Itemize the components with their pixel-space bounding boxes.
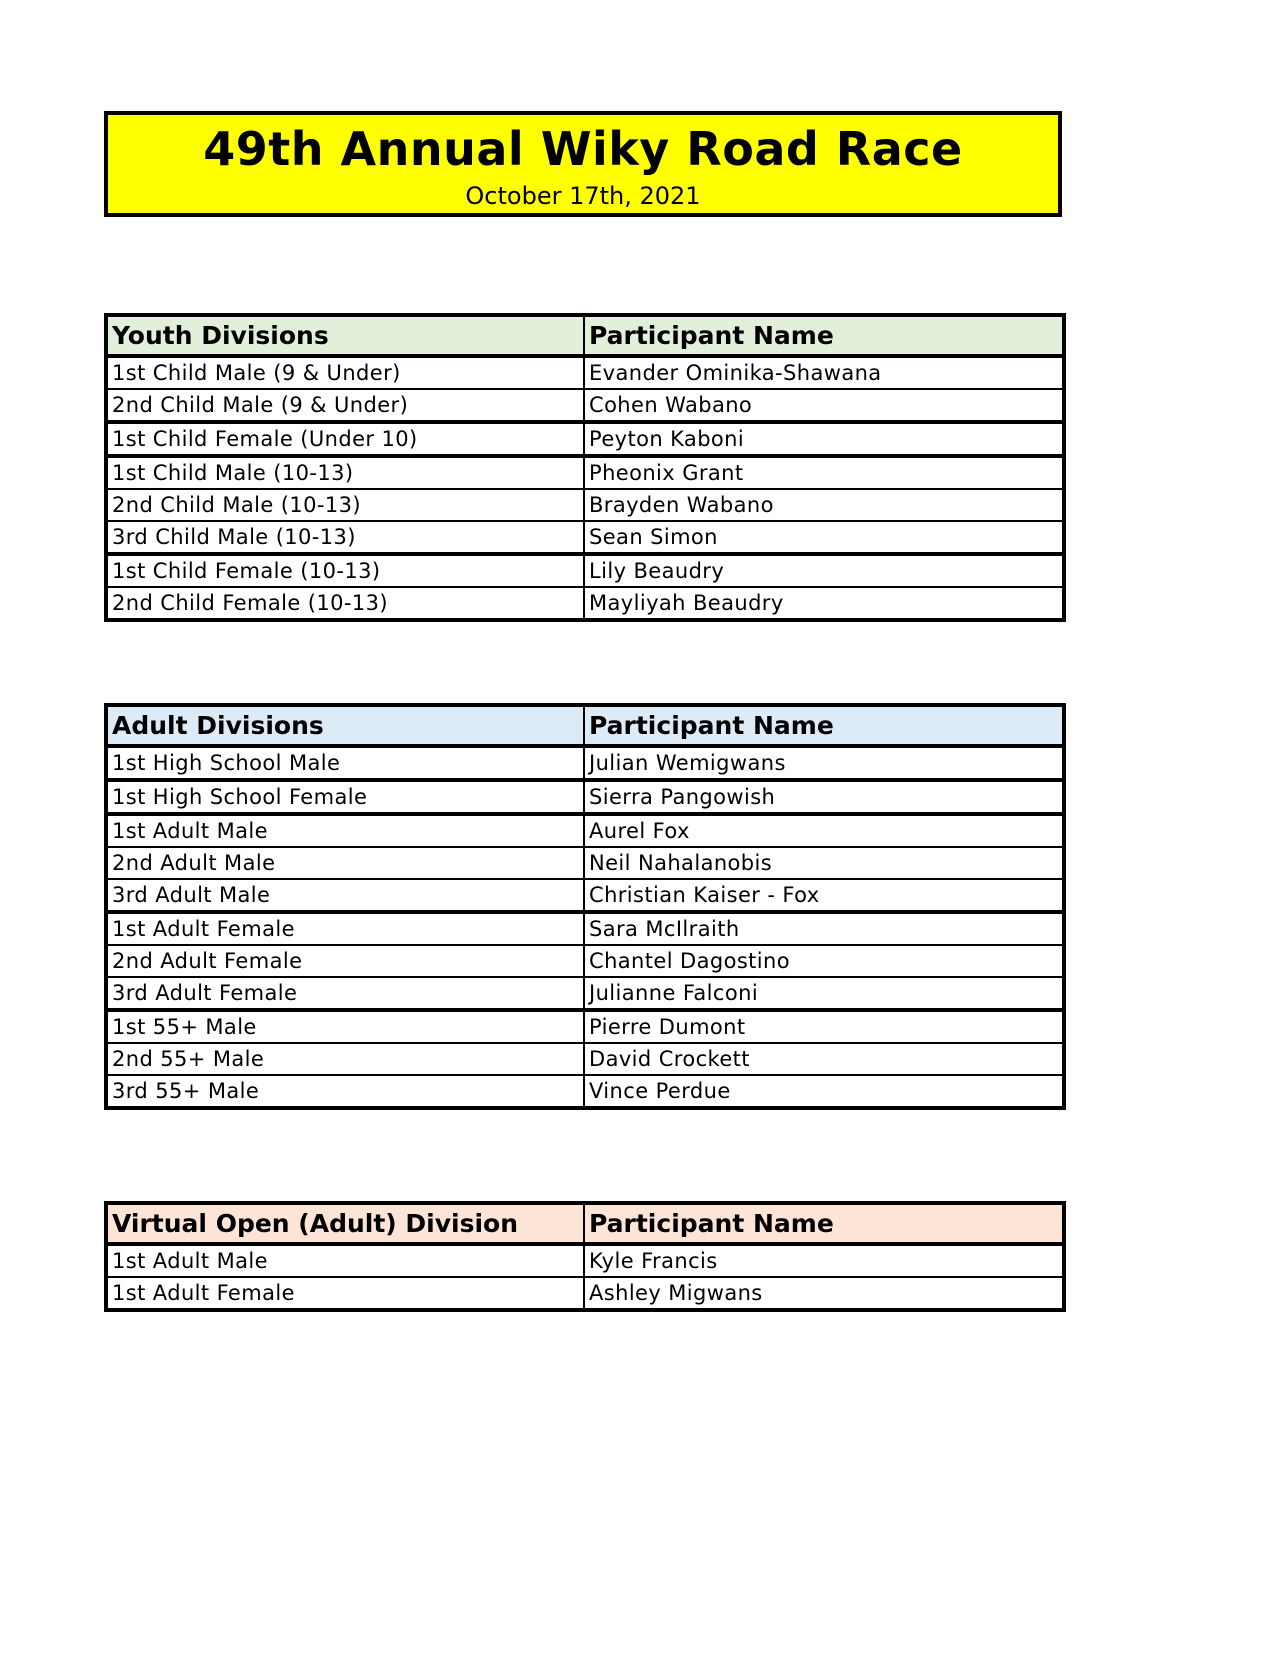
participant-cell: Brayden Wabano [584,489,1064,521]
division-cell: 2nd Adult Female [106,945,584,977]
division-cell: 2nd Child Male (10-13) [106,489,584,521]
division-cell: 2nd Child Male (9 & Under) [106,389,584,422]
participant-cell: Lily Beaudry [584,554,1064,587]
adult-divisions-table [104,703,1066,1110]
table-row [106,1277,1064,1310]
table-row [106,587,1064,620]
table-row [106,489,1064,521]
table-row [106,422,1064,456]
division-cell: 2nd Adult Male [106,847,584,879]
participant-cell: Pheonix Grant [584,456,1064,489]
participant-cell: David Crockett [584,1043,1064,1075]
page-title: 49th Annual Wiky Road Race [203,122,963,176]
table-row [106,746,1064,780]
column-header-participant: Participant Name [584,315,1064,356]
event-date: October 17th, 2021 [465,182,701,210]
participant-cell: Chantel Dagostino [584,945,1064,977]
division-cell: 1st Adult Male [106,1244,584,1277]
participant-cell: Vince Perdue [584,1075,1064,1108]
table-row [106,554,1064,587]
division-cell: 3rd Adult Male [106,879,584,912]
table-row [106,1043,1064,1075]
table-header-row [106,1203,1064,1244]
division-cell: 2nd 55+ Male [106,1043,584,1075]
table-row [106,847,1064,879]
division-cell: 1st Adult Female [106,1277,584,1310]
division-cell: 1st Child Male (10-13) [106,456,584,489]
participant-cell: Julian Wemigwans [584,746,1064,780]
division-cell: 1st Child Female (10-13) [106,554,584,587]
table-row [106,879,1064,912]
division-cell: 3rd Child Male (10-13) [106,521,584,554]
title-banner [104,111,1062,217]
participant-cell: Aurel Fox [584,814,1064,847]
table-row [106,1010,1064,1043]
participant-cell: Kyle Francis [584,1244,1064,1277]
table-row [106,521,1064,554]
table-row [106,356,1064,389]
division-cell: 1st Adult Male [106,814,584,847]
column-header-participant: Participant Name [584,705,1064,746]
table-row [106,456,1064,489]
table-header-row [106,315,1064,356]
table-row [106,389,1064,422]
participant-cell: Sierra Pangowish [584,780,1064,814]
table-row [106,814,1064,847]
participant-cell: Christian Kaiser - Fox [584,879,1064,912]
column-header-division: Adult Divisions [106,705,584,746]
participant-cell: Sean Simon [584,521,1064,554]
participant-cell: Evander Ominika-Shawana [584,356,1064,389]
participant-cell: Mayliyah Beaudry [584,587,1064,620]
column-header-division: Virtual Open (Adult) Division [106,1203,584,1244]
column-header-division: Youth Divisions [106,315,584,356]
division-cell: 2nd Child Female (10-13) [106,587,584,620]
participant-cell: Cohen Wabano [584,389,1064,422]
table-row [106,912,1064,945]
table-row [106,977,1064,1010]
participant-cell: Peyton Kaboni [584,422,1064,456]
participant-cell: Neil Nahalanobis [584,847,1064,879]
table-header-row [106,705,1064,746]
participant-cell: Pierre Dumont [584,1010,1064,1043]
division-cell: 1st 55+ Male [106,1010,584,1043]
division-cell: 1st Adult Female [106,912,584,945]
division-cell: 1st Child Male (9 & Under) [106,356,584,389]
division-cell: 1st Child Female (Under 10) [106,422,584,456]
table-row [106,1244,1064,1277]
virtual-division-table [104,1201,1066,1312]
participant-cell: Julianne Falconi [584,977,1064,1010]
column-header-participant: Participant Name [584,1203,1064,1244]
division-cell: 3rd 55+ Male [106,1075,584,1108]
participant-cell: Sara McIlraith [584,912,1064,945]
youth-divisions-table [104,313,1066,622]
division-cell: 3rd Adult Female [106,977,584,1010]
division-cell: 1st High School Male [106,746,584,780]
table-row [106,1075,1064,1108]
table-row [106,945,1064,977]
division-cell: 1st High School Female [106,780,584,814]
table-row [106,780,1064,814]
participant-cell: Ashley Migwans [584,1277,1064,1310]
